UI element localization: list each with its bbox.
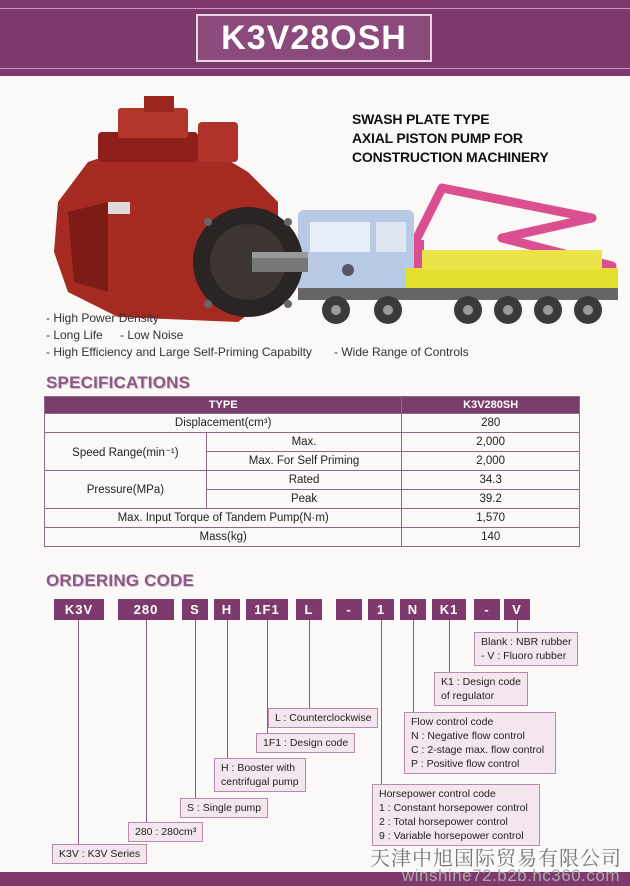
- seal-line-1: Blank : NBR rubber: [481, 636, 572, 648]
- pressure-rated-label: Rated: [206, 471, 402, 490]
- feature-long-life: - Long Life: [46, 328, 103, 342]
- flow-option-n: N : Negative flow control: [411, 730, 525, 742]
- speed-max-value: 2,000: [402, 433, 580, 452]
- subtitle-line-2: AXIAL PISTON PUMP FOR: [352, 130, 523, 146]
- code-box-regulator: K1: [432, 599, 466, 620]
- label-booster-line-1: H : Booster with: [221, 762, 296, 774]
- connector-seal: [517, 620, 518, 632]
- connector-series: [78, 620, 79, 846]
- connector-rotation: [309, 620, 310, 712]
- table-row: [45, 414, 580, 433]
- page-title: K3V28OSH: [196, 14, 432, 62]
- speed-self-value: 2,000: [402, 452, 580, 471]
- speed-label: Speed Range(min⁻¹): [45, 433, 207, 471]
- subtitle-line-3: CONSTRUCTION MACHINERY: [352, 149, 549, 165]
- label-booster-line-2: centrifugal pump: [221, 776, 299, 788]
- code-box-size: 280: [118, 599, 174, 620]
- label-size: 280 : 280cm³: [128, 822, 203, 842]
- label-rotation: L : Counterclockwise: [268, 708, 378, 728]
- pressure-peak-label: Peak: [206, 490, 402, 509]
- feature-controls: - Wide Range of Controls: [334, 345, 469, 359]
- connector-regulator: [449, 620, 450, 672]
- speed-self-label: Max. For Self Priming: [206, 452, 402, 471]
- label-single: S : Single pump: [180, 798, 268, 818]
- torque-label: Max. Input Torque of Tandem Pump(N·m): [45, 509, 402, 528]
- label-flow: [404, 712, 556, 774]
- code-box-series: K3V: [54, 599, 104, 620]
- ordering-code-heading: ORDERING CODE: [46, 571, 195, 590]
- header-rule-bottom: [0, 68, 630, 69]
- mass-label: Mass(kg): [45, 528, 402, 547]
- pressure-label: Pressure(MPa): [45, 471, 207, 509]
- header-rule-top: [0, 8, 630, 9]
- table-row: [45, 528, 580, 547]
- label-series: K3V : K3V Series: [52, 844, 147, 864]
- code-box-dash-1: -: [336, 599, 362, 620]
- connector-horsepower: [381, 620, 382, 786]
- connector-single: [195, 620, 196, 800]
- label-design: 1F1 : Design code: [256, 733, 355, 753]
- watermark-company: 天津中旭国际贸易有限公司: [370, 848, 622, 870]
- displacement-value: 280: [402, 414, 580, 433]
- feature-efficiency: - High Efficiency and Large Self-Priming Capabilty: [46, 345, 312, 359]
- table-row: [45, 433, 580, 452]
- specifications-table: [44, 396, 580, 547]
- pressure-rated-value: 34.3: [402, 471, 580, 490]
- subtitle-line-1: SWASH PLATE TYPE: [352, 111, 490, 127]
- specifications-heading: SPECIFICATIONS: [46, 373, 191, 392]
- displacement-label: Displacement(cm³): [45, 414, 402, 433]
- label-seal: [474, 632, 578, 666]
- feature-power-density: - High Power Density: [46, 311, 159, 325]
- type-header: TYPE: [45, 397, 402, 414]
- torque-value: 1,570: [402, 509, 580, 528]
- label-booster: [214, 758, 306, 792]
- horsepower-title: Horsepower control code: [379, 788, 496, 800]
- code-box-rotation: L: [296, 599, 322, 620]
- feature-low-noise: - Low Noise: [120, 328, 184, 342]
- pressure-peak-value: 39.2: [402, 490, 580, 509]
- flow-option-c: C : 2-stage max. flow control: [411, 744, 545, 756]
- table-header-row: [45, 397, 580, 414]
- label-horsepower: [372, 784, 540, 846]
- code-box-design: 1F1: [246, 599, 288, 620]
- piston-pump-image: [48, 92, 308, 332]
- connector-flow: [413, 620, 414, 712]
- code-box-single: S: [182, 599, 208, 620]
- connector-size: [146, 620, 147, 824]
- regulator-line-1: K1 : Design code: [441, 676, 521, 688]
- seal-line-2: - V : Fluoro rubber: [481, 650, 567, 662]
- flow-title: Flow control code: [411, 716, 494, 728]
- product-subtitle: [352, 110, 549, 167]
- horsepower-option-9: 9 : Variable horsepower control: [379, 830, 524, 842]
- speed-max-label: Max.: [206, 433, 402, 452]
- mass-value: 140: [402, 528, 580, 547]
- table-row: [45, 509, 580, 528]
- model-header: K3V280SH: [402, 397, 580, 414]
- table-row: [45, 471, 580, 490]
- code-box-seal: V: [504, 599, 530, 620]
- flow-option-p: P : Positive flow control: [411, 758, 520, 770]
- regulator-line-2: of regulator: [441, 690, 495, 702]
- code-box-horsepower: 1: [368, 599, 394, 620]
- horsepower-option-1: 1 : Constant horsepower control: [379, 802, 528, 814]
- code-box-flow: N: [400, 599, 426, 620]
- label-regulator: [434, 672, 528, 706]
- concrete-pump-truck-image: [292, 170, 624, 340]
- watermark-site: winshine72.b2b.hc360.com: [401, 866, 620, 885]
- horsepower-option-2: 2 : Total horsepower control: [379, 816, 508, 828]
- connector-booster: [227, 620, 228, 760]
- code-box-booster: H: [214, 599, 240, 620]
- code-box-dash-2: -: [474, 599, 500, 620]
